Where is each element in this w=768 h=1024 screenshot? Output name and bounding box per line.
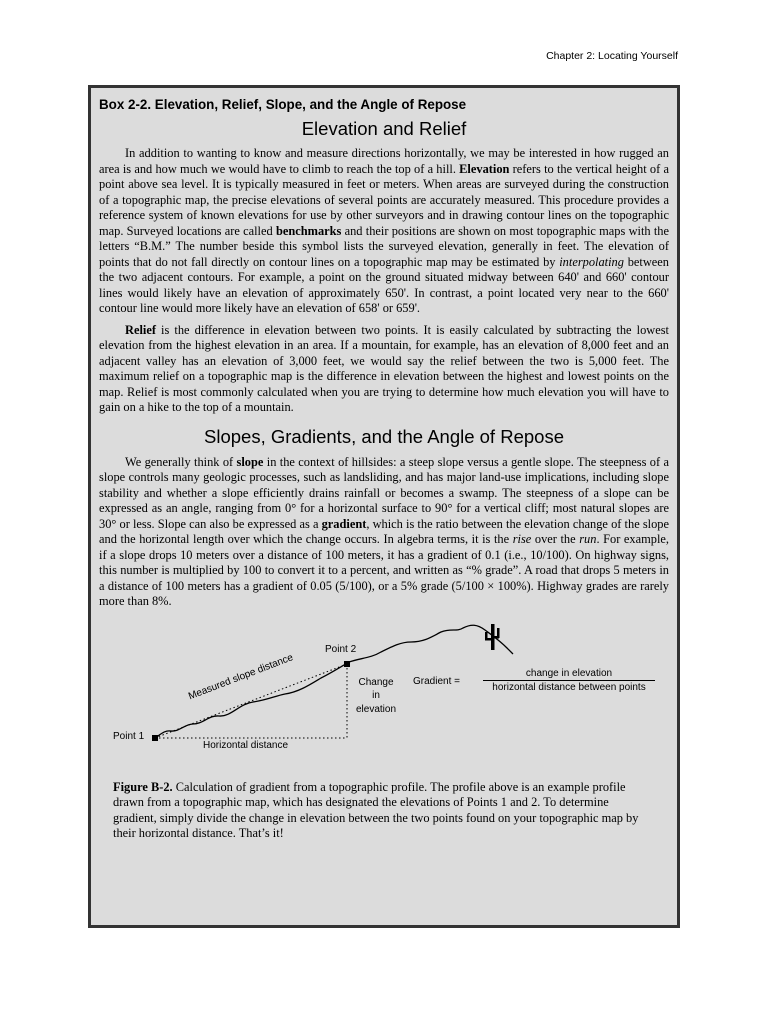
caption-text: Calculation of gradient from a topographic profile. The profile above is an example profile drawn from a topographic map, which has designated the elevations of Points 1 and 2. To determine gradient, simply divide the change in elevation between the two points found on your topographic map by their horizontal distance. That’s it! [113, 779, 639, 840]
paragraph-slopes: We generally think of slope in the context of hillsides: a steep slope versus a gentle slope. The steepness of a slope controls many geologic processes, such as landsliding, and has major land-use implications, including slope stability and whether a slope efficiently drains rainfall or becomes a swamp. The steepness of a slope can be expressed as an angle, ranging from 0° for a horizontal surface to 90° for a vertical cliff; most natural slopes are 30° or less. Slope can also be expressed as a gradient, which is the ratio between the elevation change of the slope and the horizontal length over which the change occurs. In algebra terms, it is the rise over the run. For example, if a slope drops 10 meters over a distance of 100 meters, it has a gradient of 0.1 (i.e., 10/100). On highway signs, this number is multiplied by 100 to convert it to a percent, and written as “% grade”. A road that drops 5 meters in a distance of 100 meters has a gradient of 0.05 (5/100), or a 5% grade (5/100 × 100%). Highway grades are rarely more than 8%. [99, 454, 669, 608]
fraction-denominator: horizontal distance between points [492, 681, 646, 693]
paragraph-relief: Relief is the difference in elevation between two points. It is easily calculated by subtracting the lowest elevation from the highest elevation in an area. If a mountain, for example, has an elevation of 8,000 feet and an adjacent valley has an elevation of 3,000 feet, we would say the relief between the two is 5,000 feet. The maximum relief on a topographic map is the difference in elevation between the highest and lowest points on the map. Relief is most commonly calculated when you are trying to determine how much elevation you will have to gain on a hike to the top of a mountain. [99, 322, 669, 414]
point1-label: Point 1 [113, 730, 145, 742]
point2-marker [344, 661, 350, 667]
paragraph-elevation: In addition to wanting to know and measure directions horizontally, we may be interested in how rugged an area is and how much we would have to climb to reach the top of a hill. Elevation refers to the vertical height of a point above sea level. It is typically measured in feet or meters. When areas are surveyed during the construction of a topographic map, the precise elevations of several points are accurately measured. This procedure provides a reference system of known elevations for use by other surveyors and in drawing contour lines on the topographic map. Surveyed locations are called benchmarks and their positions are shown on most topographic maps with the letters “B.M.” The number beside this symbol lists the surveyed elevation, generally in feet. The elevation of points that do not fall directly on contour lines on a topographic map may be estimated by interpolating between the two adjacent contours. For example, a point on the ground situated midway between 640' and 660' contour lines would likely have an elevation of approximately 650'. In contrast, a point located very near to the 660' contour line would more likely have an elevation of 658' or 659'. [99, 146, 669, 315]
caption-label: Figure B-2. [113, 779, 173, 794]
figure-caption [113, 780, 655, 842]
horizontal-distance-label: Horizontal distance [203, 739, 289, 751]
change-in-elevation-label: Change in elevation [355, 676, 397, 715]
section-heading-elevation: Elevation and Relief [301, 118, 467, 139]
gradient-fraction [483, 668, 655, 693]
point2-label: Point 2 [325, 643, 357, 655]
gradient-formula [413, 667, 646, 693]
section-heading-slopes: Slopes, Gradients, and the Angle of Repose [204, 425, 564, 447]
measured-slope-label: Measured slope distance [187, 651, 295, 702]
box-title: Box 2-2. Elevation, Relief, Slope, and the Angle of Repose [99, 97, 467, 112]
running-head: Chapter 2: Locating Yourself [546, 50, 678, 62]
cactus-icon [485, 624, 500, 650]
gradient-figure [99, 618, 669, 778]
point1-marker [152, 735, 158, 741]
gradient-equals-label: Gradient = [413, 675, 460, 687]
sidebar-box [88, 85, 680, 928]
fraction-numerator: change in elevation [483, 668, 655, 681]
